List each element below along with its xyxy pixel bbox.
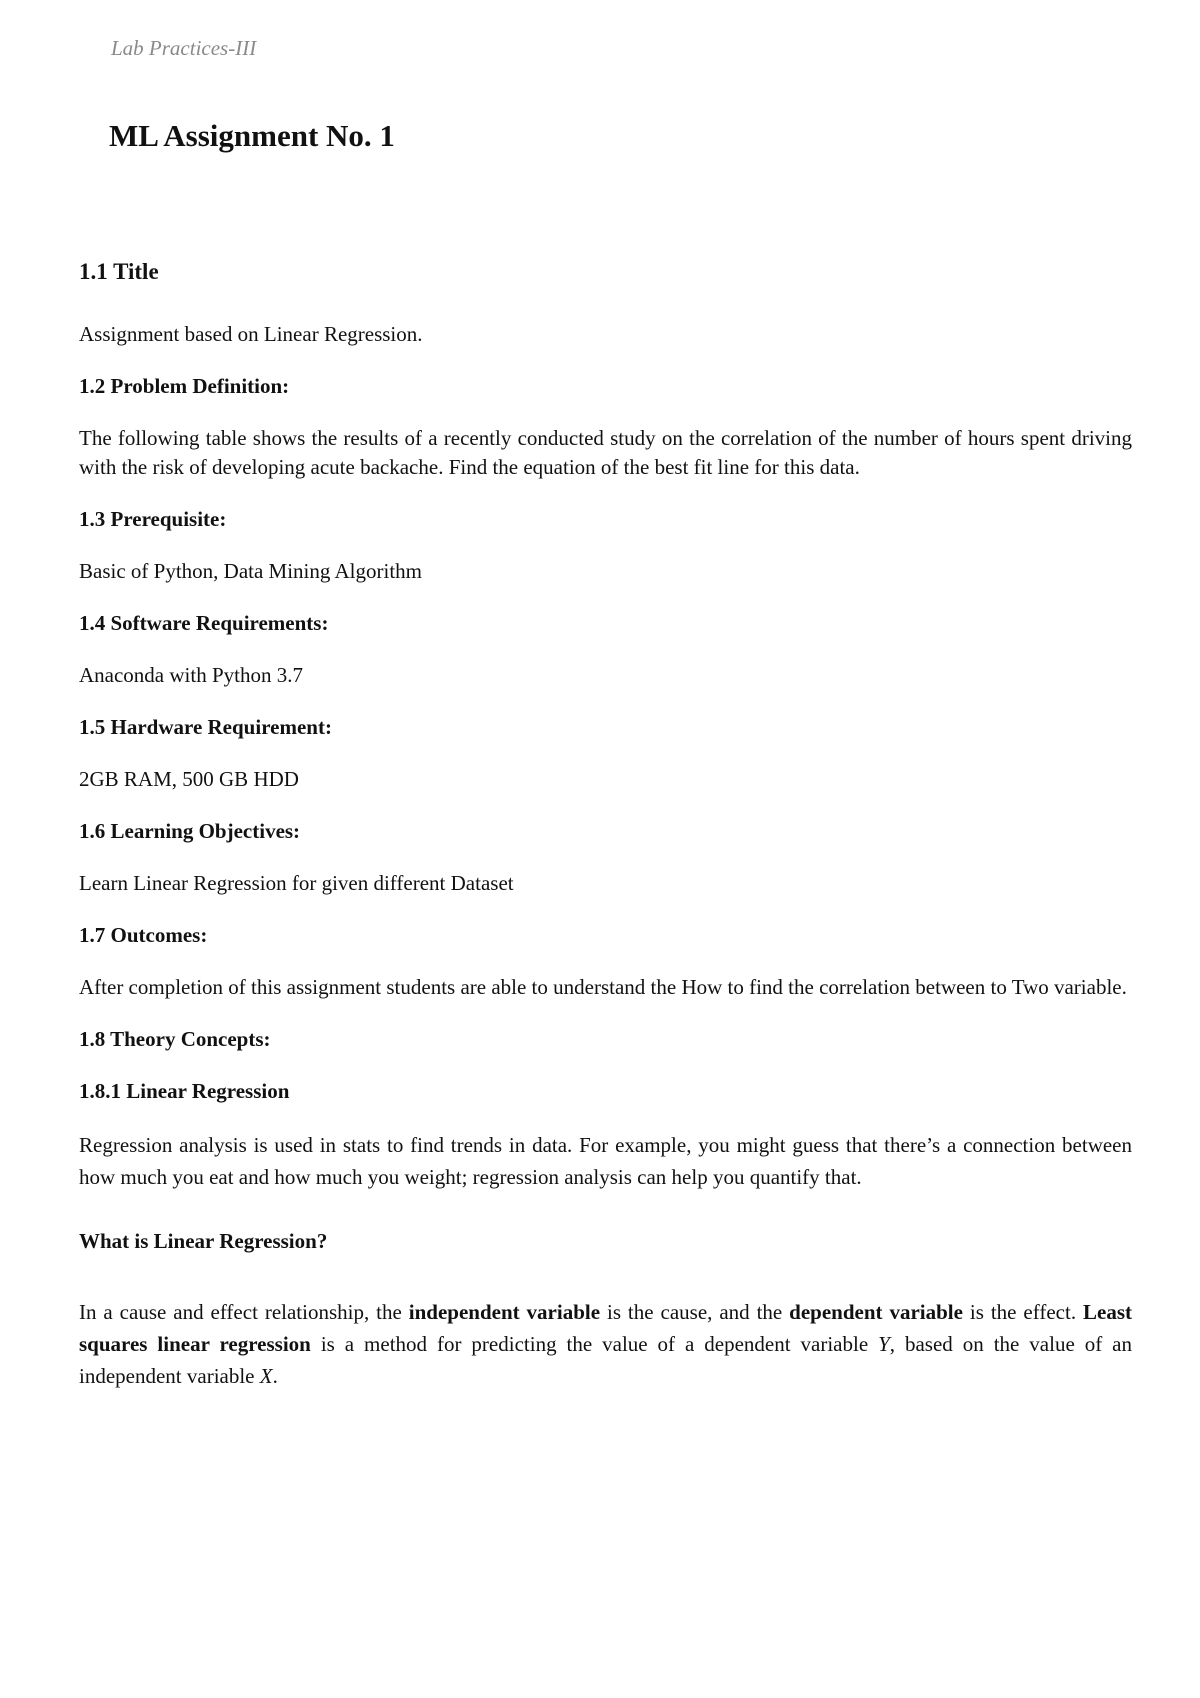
what-text-part-1: In a cause and effect relationship, the xyxy=(79,1300,409,1324)
running-header: Lab Practices-III xyxy=(111,36,257,60)
what-text-part-3: is the effect. xyxy=(962,1300,1083,1324)
dependent-variable-term: dependent variable xyxy=(789,1300,963,1324)
linear-regression-text: Regression analysis is used in stats to find trends in data. For example, you might guess that there’s a connection between how much you eat and how much you weight; regression analysis can help you quantify that. xyxy=(79,1133,1132,1189)
hardware-text: 2GB RAM, 500 GB HDD xyxy=(79,767,299,791)
what-text-part-4: is a method for predicting the value of a dependent variable xyxy=(310,1332,879,1356)
outcomes-text: After completion of this assignment students are able to understand the How to find the correlation between to Two variable. xyxy=(79,975,1127,999)
variable-y: Y xyxy=(878,1332,890,1356)
section-heading-linear-regression: 1.8.1 Linear Regression xyxy=(79,1079,290,1103)
section-heading-theory: 1.8 Theory Concepts: xyxy=(79,1027,271,1051)
section-heading-objectives: 1.6 Learning Objectives: xyxy=(79,819,301,843)
section-heading-hardware: 1.5 Hardware Requirement: xyxy=(79,715,332,739)
what-text-part-5: , based on the value of an independent variable xyxy=(79,1332,1132,1388)
section-heading-prerequisite: 1.3 Prerequisite: xyxy=(79,507,227,531)
section-heading-title: 1.1 Title xyxy=(79,259,159,284)
software-text: Anaconda with Python 3.7 xyxy=(79,663,303,687)
what-text-part-6: . xyxy=(272,1364,278,1388)
prerequisite-text: Basic of Python, Data Mining Algorithm xyxy=(79,559,422,583)
what-text-part-2: is the cause, and the xyxy=(600,1300,790,1324)
section-heading-software: 1.4 Software Requirements: xyxy=(79,611,329,635)
document-title: ML Assignment No. 1 xyxy=(109,118,395,153)
section-heading-outcomes: 1.7 Outcomes: xyxy=(79,923,208,947)
title-text: Assignment based on Linear Regression. xyxy=(79,322,423,346)
least-squares-term: Least squares linear regression xyxy=(79,1300,1132,1356)
problem-text: The following table shows the results of a recently conducted study on the correlation of the number of hours spent driving with the risk of developing acute backache. Find the equation of the best fit line for this data. xyxy=(79,426,1132,479)
independent-variable-term: independent variable xyxy=(408,1300,601,1324)
section-heading-problem: 1.2 Problem Definition: xyxy=(79,374,290,398)
document-body xyxy=(79,320,1132,1392)
objectives-text: Learn Linear Regression for given different Dataset xyxy=(79,871,514,895)
what-is-linear-regression-text xyxy=(79,1296,1132,1392)
variable-x: X xyxy=(259,1364,273,1388)
section-heading-what-is-linear-regression: What is Linear Regression? xyxy=(79,1229,328,1253)
